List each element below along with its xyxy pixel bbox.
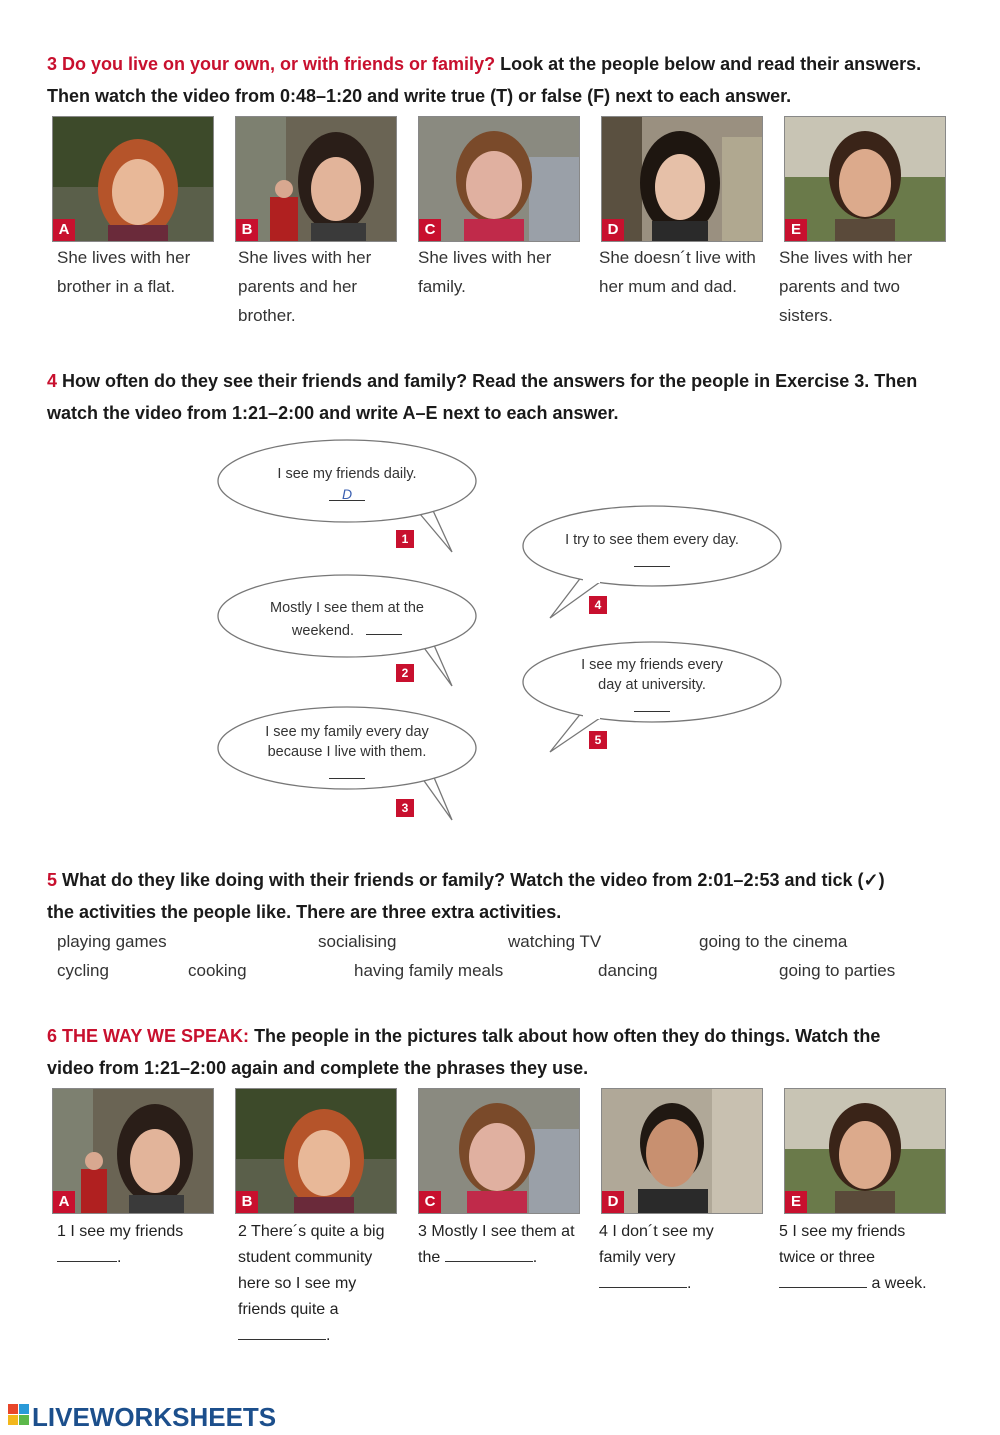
bubble-1-text: I see my friends daily. [277,466,417,482]
phrase-1-tail: . [117,1249,122,1266]
badge6-a: A [53,1191,75,1213]
bubble-2-answer-input[interactable] [366,618,402,635]
badge6-e: E [785,1191,807,1213]
ex4-instructions [47,365,977,429]
person6-b-image [236,1089,396,1213]
bubble-1 [232,464,462,505]
phrase-3-input[interactable] [445,1245,533,1262]
bubble-3-answer-input[interactable] [329,762,365,779]
activity-watching-tv[interactable]: watching TV [508,932,602,951]
bubble-4-number: 4 [589,596,607,614]
ex3-instruction-line1: Look at the people below and read their answers. [500,54,922,74]
ex3-instruction-line2: Then watch the video from 0:48–1:20 and write true (T) or false (F) next to each answer. [47,86,792,106]
phrase-4-tail: . [687,1275,692,1292]
ex6-phrase-4 [599,1219,764,1297]
ex3-caption-c [418,243,578,301]
badge-a: A [53,219,75,241]
bubble-4-answer-input[interactable] [634,550,670,567]
ex6-line2: video from 1:21–2:00 again and complete the phrases they use. [47,1058,589,1078]
phrase-5-input[interactable] [779,1271,867,1288]
caption-a-line1: She lives with her [57,248,191,267]
phrase-2-line2: student community [238,1249,373,1266]
phrase-5-line2: twice or three [779,1249,876,1266]
ex6-number: 6 THE WAY WE SPEAK: [47,1026,250,1046]
phrase-2-line1: 2 There´s quite a big [238,1223,385,1240]
badge6-d: D [602,1191,624,1213]
ex5-line2: the activities the people like. There are three extra activities. [47,902,562,922]
badge6-b: B [236,1191,258,1213]
person6-d-image [602,1089,762,1213]
bubble-1-answer-input[interactable]: D [329,484,365,501]
phrase-4-line2: family very [599,1249,676,1266]
ex6-phrase-5 [779,1219,954,1297]
ex5-line1: What do they like doing with their friends or family? Watch the video from 2:01–2:53 and tick (✓) [62,870,885,890]
ex6-instructions [47,1020,977,1084]
bubble-2-number: 2 [396,664,414,682]
person-b-image [236,117,396,241]
phrase-1-line1: 1 I see my friends [57,1223,184,1240]
caption-e-line3: sisters. [779,306,833,325]
badge-d: D [602,219,624,241]
ex6-phrase-3 [418,1219,583,1271]
ex3-caption-b [238,243,398,330]
photo-person-b [235,116,397,242]
activity-going-to-the-cinema[interactable]: going to the cinema [699,932,848,951]
badge-b: B [236,219,258,241]
liveworksheets-logo[interactable] [8,1398,308,1430]
person6-a-image [53,1089,213,1213]
activity-cycling[interactable]: cycling [57,961,109,980]
bubble-2-text-line2: weekend. [291,623,354,639]
phrase-2-input[interactable] [238,1323,326,1340]
phrase-4-line1: 4 I don´t see my [599,1223,714,1240]
caption-b-line3: brother. [238,306,296,325]
person6-c-image [419,1089,579,1213]
activity-having-family-meals[interactable]: having family meals [354,961,504,980]
ex4-line2: watch the video from 1:21–2:00 and write A–E next to each answer. [47,403,619,423]
bubble-5-number: 5 [589,731,607,749]
activity-dancing[interactable]: dancing [598,961,658,980]
bubble-3-text-line1: I see my family every day [265,724,429,740]
bubble-3-text-line2: because I live with them. [267,744,427,760]
phrase-3-line1: 3 Mostly I see them at [418,1223,575,1240]
caption-b-line1: She lives with her [238,248,372,267]
person-e-image [785,117,945,241]
photo-person-e [784,116,946,242]
phrase-5-line1: 5 I see my friends [779,1223,906,1240]
bubble-4-text: I try to see them every day. [565,532,739,548]
caption-d-line1: She doesn´t live with [599,248,756,267]
photo-person-d [601,116,763,242]
activity-cooking[interactable]: cooking [188,961,247,980]
speech-bubbles-graphic [0,430,1000,830]
caption-b-line2: parents and her [238,277,358,296]
person-a-image [53,117,213,241]
liveworksheets-logo-graphic [8,1398,308,1430]
bubble-5-text-line2: day at university. [598,677,706,693]
badge-e: E [785,219,807,241]
ex3-instructions [47,48,977,112]
ex5-instructions [47,864,977,928]
activity-playing-games[interactable]: playing games [57,932,167,951]
activity-socialising[interactable]: socialising [318,932,397,951]
ex3-caption-a [57,243,217,301]
photo6-person-d [601,1088,763,1214]
phrase-3-line2: the [418,1249,441,1266]
ex5-number: 5 [47,870,58,890]
liveworksheets-logo-text: LIVEWORKSHEETS [32,1402,277,1430]
bubble-2-text-line1: Mostly I see them at the [270,600,424,616]
bubble-2 [232,598,462,641]
ex3-caption-d [599,243,774,301]
phrase-4-input[interactable] [599,1271,687,1288]
caption-d-line2: her mum and dad. [599,277,737,296]
badge6-c: C [419,1191,441,1213]
ex4-number: 4 [47,371,58,391]
activity-going-to-parties[interactable]: going to parties [779,961,896,980]
ex4-line1: How often do they see their friends and family? Read the answers for the people in Exercise 3. Then [62,371,918,391]
caption-e-line2: parents and two [779,277,900,296]
ex6-phrase-2 [238,1219,403,1349]
caption-e-line1: She lives with her [779,248,913,267]
bubble-5 [537,655,767,718]
phrase-2-line3: here so I see my [238,1275,357,1292]
bubble-1-number: 1 [396,530,414,548]
bubble-5-text-line1: I see my friends every [581,657,723,673]
caption-a-line2: brother in a flat. [57,277,176,296]
caption-c-line1: She lives with her [418,248,552,267]
ex6-line1: The people in the pictures talk about how often they do things. Watch the [254,1026,881,1046]
bubble-3 [232,722,462,785]
ex3-number: 3 [47,54,58,74]
photo6-person-c [418,1088,580,1214]
phrase-3-tail: . [532,1249,538,1266]
photo-person-c [418,116,580,242]
phrase-2-tail: . [326,1327,331,1344]
photo6-person-a [52,1088,214,1214]
badge-c: C [419,219,441,241]
phrase-1-input[interactable] [57,1245,117,1262]
person6-e-image [785,1089,945,1213]
photo-person-a [52,116,214,242]
phrase-2-line4: friends quite a [238,1301,339,1318]
person-d-image [602,117,762,241]
phrase-5-tail: a week. [871,1275,927,1292]
ex3-question: Do you live on your own, or with friends or family? [62,54,496,74]
bubble-3-number: 3 [396,799,414,817]
bubble-4 [537,530,767,573]
caption-c-line2: family. [418,277,466,296]
ex3-caption-e [779,243,939,330]
person-c-image [419,117,579,241]
bubble-5-answer-input[interactable] [634,695,670,712]
ex6-phrase-1 [57,1219,222,1271]
photo6-person-e [784,1088,946,1214]
photo6-person-b [235,1088,397,1214]
